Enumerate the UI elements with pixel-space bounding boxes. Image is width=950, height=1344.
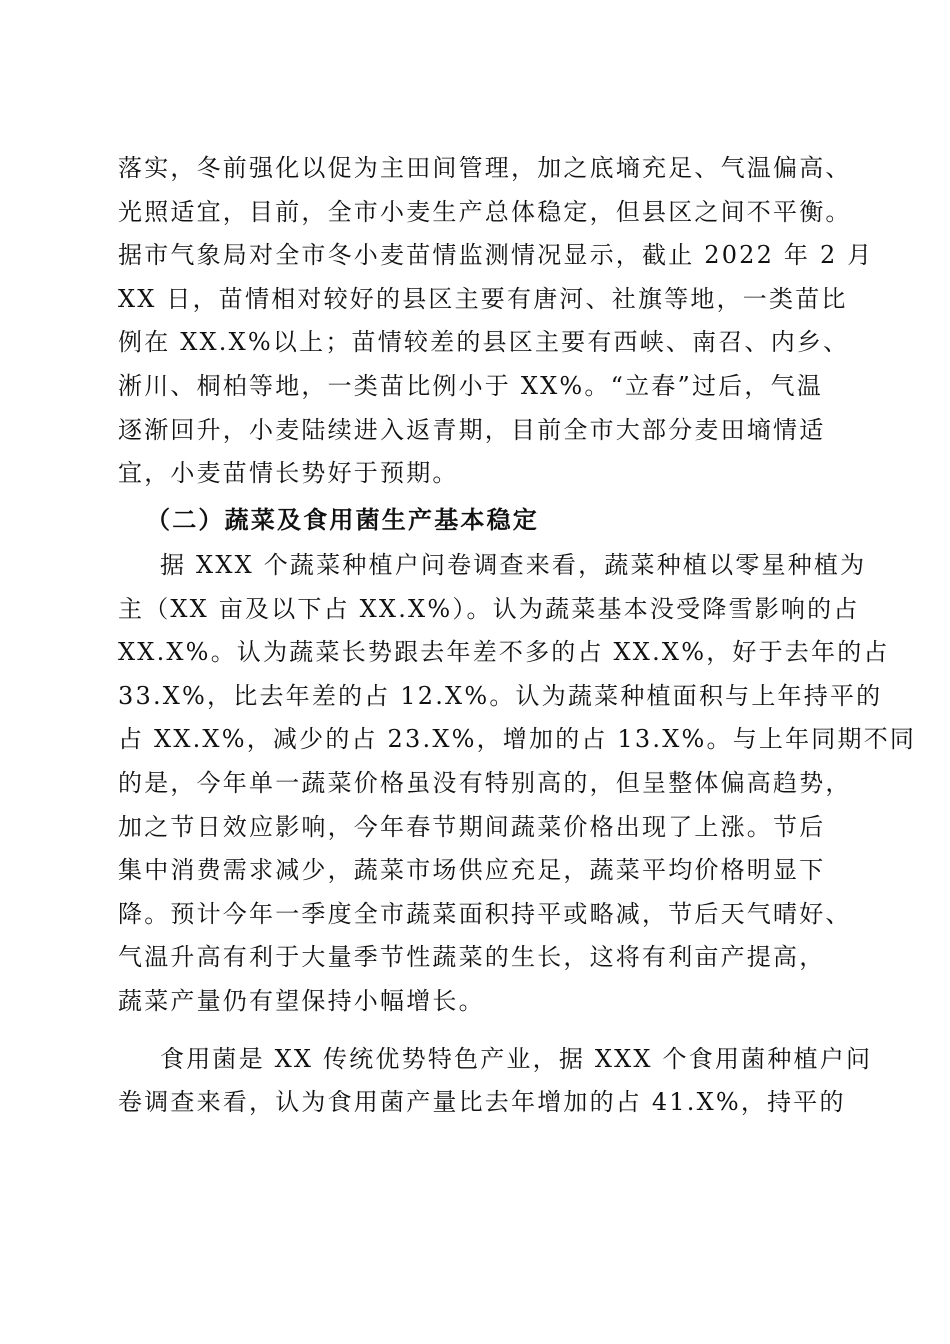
section-heading: （二）蔬菜及食用菌生产基本稳定 bbox=[146, 505, 539, 534]
text-line: 逐渐回升，小麦陆续进入返青期，目前全市大部分麦田墒情适 bbox=[118, 416, 826, 444]
text-line: 据 XXX 个蔬菜种植户问卷调查来看，蔬菜种植以零星种植为 bbox=[160, 551, 867, 579]
text-line: 降。预计今年一季度全市蔬菜面积持平或略减，节后天气晴好、 bbox=[118, 900, 852, 928]
text-line: 蔬菜产量仍有望保持小幅增长。 bbox=[118, 987, 485, 1015]
text-line: XX 日，苗情相对较好的县区主要有唐河、社旗等地，一类苗比 bbox=[118, 285, 848, 313]
text-line: 据市气象局对全市冬小麦苗情监测情况显示，截止 2022 年 2 月 bbox=[118, 241, 874, 269]
text-line: XX.X%。认为蔬菜长势跟去年差不多的占 XX.X%，好于去年的占 bbox=[118, 638, 890, 666]
text-line: 光照适宜，目前，全市小麦生产总体稳定，但县区之间不平衡。 bbox=[118, 198, 852, 226]
text-line: 食用菌是 XX 传统优势特色产业，据 XXX 个食用菌种植户问 bbox=[160, 1045, 873, 1073]
text-line: 卷调查来看，认为食用菌产量比去年增加的占 41.X%，持平的 bbox=[118, 1088, 846, 1116]
text-line: 33.X%，比去年差的占 12.X%。认为蔬菜种植面积与上年持平的 bbox=[118, 682, 883, 710]
text-line: 加之节日效应影响，今年春节期间蔬菜价格出现了上涨。节后 bbox=[118, 813, 826, 841]
text-line: 宜，小麦苗情长势好于预期。 bbox=[118, 459, 459, 487]
text-line: 落实，冬前强化以促为主田间管理，加之底墒充足、气温偏高、 bbox=[118, 154, 852, 182]
text-line: 的是，今年单一蔬菜价格虽没有特别高的，但呈整体偏高趋势， bbox=[118, 769, 852, 797]
text-line: 主（XX 亩及以下占 XX.X%）。认为蔬菜基本没受降雪影响的占 bbox=[118, 595, 860, 623]
text-line: 占 XX.X%，减少的占 23.X%，增加的占 13.X%。与上年同期不同 bbox=[118, 725, 917, 753]
text-line: 集中消费需求减少，蔬菜市场供应充足，蔬菜平均价格明显下 bbox=[118, 856, 826, 884]
text-line: 气温升高有利于大量季节性蔬菜的生长，这将有利亩产提高， bbox=[118, 943, 826, 971]
text-line: 例在 XX.X%以上；苗情较差的县区主要有西峡、南召、内乡、 bbox=[118, 328, 850, 356]
text-line: 淅川、桐柏等地，一类苗比例小于 XX%。“立春”过后，气温 bbox=[118, 372, 823, 400]
